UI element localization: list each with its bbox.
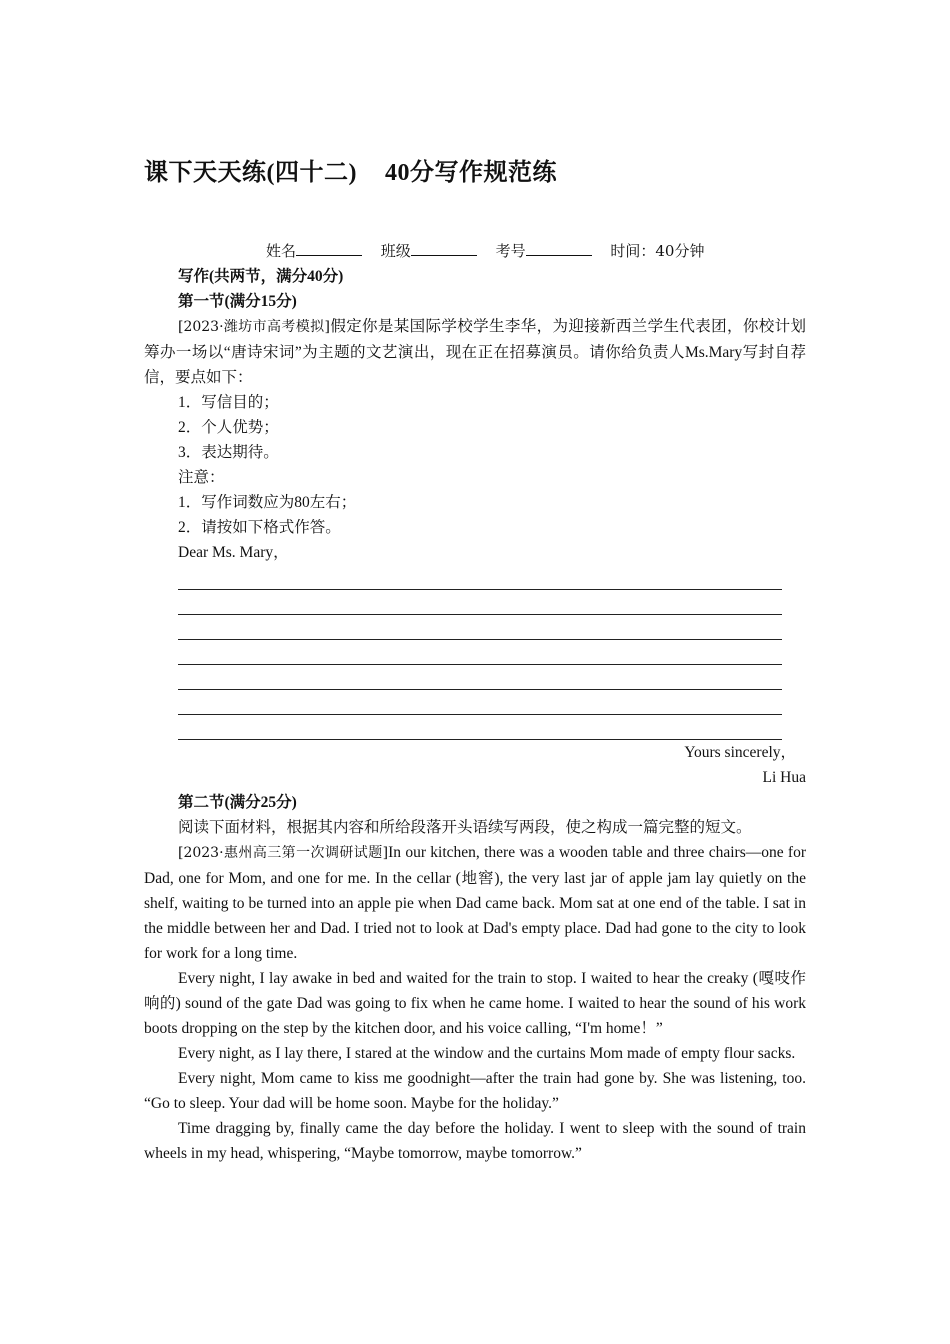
section1-prompt-text: 假定你是某国际学校学生李华，为迎接新西兰学生代表团，你校计划筹办一场以“唐诗宋词”为主题的文艺演出，现在正在招募演员。请你给负责人Ms.Mary写封自荐信，要点如下： (144, 318, 806, 386)
id-field (496, 242, 592, 260)
point-1: 1．写信目的； (178, 394, 279, 411)
passage-paragraph-2: Every night, I lay awake in bed and waited for the train to stop. I waited to hear the creaky (嘎吱作响的) sound of the gate Dad was going to fix when he came home. I waited to hear the sound of his work boots dropping on the step by the kitchen door, and his voice calling, “I'm home！” (144, 970, 806, 1037)
answer-line[interactable] (178, 665, 782, 690)
answer-line[interactable] (178, 615, 782, 640)
name-blank[interactable] (296, 241, 362, 256)
name-field (266, 242, 362, 260)
passage-paragraph-3: Every night, as I lay there, I stared at the window and the curtains Mom made of empty flour sacks. (178, 1045, 796, 1062)
id-label: 考号 (495, 242, 526, 260)
note-1: 1．写作词数应为80左右； (178, 494, 357, 511)
section2-instruction: 阅读下面材料，根据其内容和所给段落开头语续写两段，使之构成一篇完整的短文。 (178, 819, 752, 836)
answer-line[interactable] (178, 565, 782, 590)
section2-header: 第二节(满分25分) (178, 794, 297, 811)
passage-paragraph-1 (144, 840, 806, 966)
section1-source: [2023·潍坊市高考模拟] (178, 319, 330, 335)
section1-header: 第一节(满分15分) (178, 293, 297, 310)
page-title (144, 152, 557, 187)
answer-line[interactable] (178, 640, 782, 665)
section2-source: [2023·惠州高三第一次调研试题] (178, 845, 389, 861)
note-label: 注意： (178, 469, 225, 486)
passage-paragraph-4: Every night, Mom came to kiss me goodnight—after the train had gone by. She was listening, too. “Go to sleep. Your dad will be home soon. Maybe for the holiday.” (144, 1070, 806, 1112)
class-field (381, 242, 477, 260)
time-label: 时间：40分钟 (610, 242, 705, 260)
paragraph-1-text: In our kitchen, there was a wooden table and three chairs—one for Dad, one for Mom, and one for me. In the cellar (地窖), the very last jar of apple jam lay quietly on the shelf, waiting to be turned into an apple pie when Dad came back. Mom sat at one end of the table. I sat in the middle between her and Dad. I tried not to look at Dad's empty place. Dad had gone to the city to look for work for a long time. (144, 844, 806, 962)
passage-paragraph-5: Time dragging by, finally came the day before the holiday. I went to sleep with the sound of train wheels in my head, whispering, “Maybe tomorrow, maybe tomorrow.” (144, 1120, 806, 1162)
student-info-line (266, 240, 704, 261)
answer-line[interactable] (178, 590, 782, 615)
class-blank[interactable] (411, 241, 477, 256)
writing-header: 写作(共两节，满分40分) (178, 268, 344, 285)
id-blank[interactable] (526, 241, 592, 256)
closing: Yours sincerely， (684, 744, 796, 761)
signature: Li Hua (762, 769, 806, 786)
class-label: 班级 (380, 242, 411, 260)
document-body (144, 264, 806, 1166)
answer-line[interactable] (178, 690, 782, 715)
point-3: 3．表达期待。 (178, 444, 279, 461)
title-part1: 课下天天练(四十二) (144, 160, 357, 186)
name-label: 姓名 (266, 242, 297, 260)
section1-prompt (144, 314, 806, 390)
point-2: 2．个人优势； (178, 419, 279, 436)
salutation: Dear Ms. Mary， (178, 544, 289, 561)
note-2: 2．请按如下格式作答。 (178, 519, 341, 536)
answer-line[interactable] (178, 715, 782, 740)
title-part2: 40分写作规范练 (384, 160, 557, 186)
